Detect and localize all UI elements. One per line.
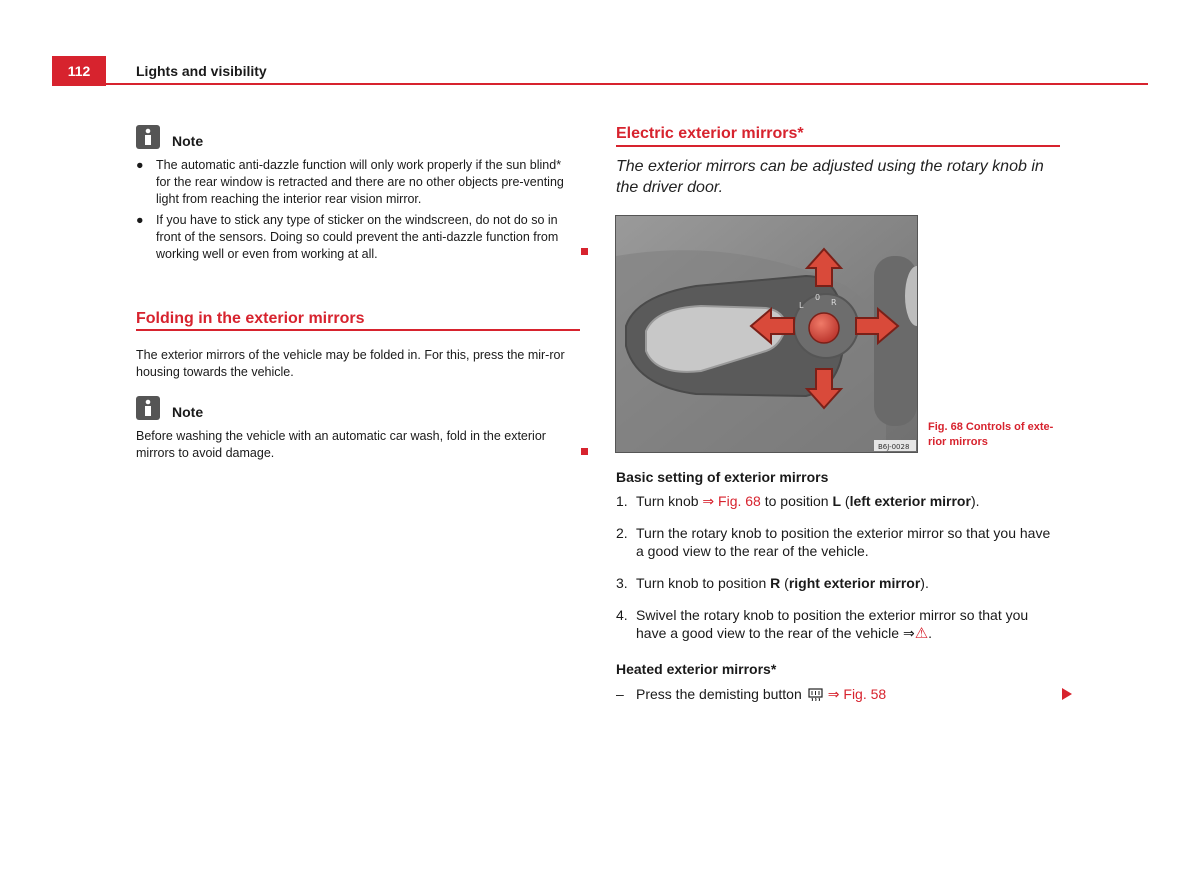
header-rule — [52, 83, 1148, 85]
heated-instruction: – Press the demisting button ⇒ Fig. 58 — [616, 686, 887, 702]
step-item: 1. Turn knob ⇒ Fig. 68 to position L (left exterior mirror). — [616, 493, 980, 509]
warning-triangle-icon[interactable]: ⚠ — [914, 625, 929, 642]
step-item: 3. Turn knob to position R (right exterior mirror). — [616, 575, 929, 591]
info-icon — [136, 125, 160, 149]
door-controls-illustration — [616, 216, 917, 452]
note-title: Note — [172, 133, 204, 149]
note-title: Note — [172, 404, 204, 420]
demist-icon — [808, 688, 823, 701]
lead-text: The exterior mirrors can be adjusted using the rotary knob in the driver door. — [616, 158, 1044, 196]
info-icon — [136, 396, 160, 420]
heading-rule — [136, 329, 580, 331]
figure-reference-link[interactable]: ⇒ Fig. 58 — [827, 686, 887, 702]
figure-68 — [615, 215, 918, 453]
page-number: 112 — [52, 56, 106, 86]
figure-reference-link[interactable]: ⇒ Fig. 68 — [702, 493, 761, 509]
note-body: Before washing the vehicle with an automatic car wash, fold in the exterior mirrors to avoid damage. — [136, 429, 546, 460]
end-mark — [581, 248, 588, 255]
note-bullet: ● The automatic anti-dazzle function will only work properly if the sun blind* for the rear window is retracted and there are no other objects pre-venting light from reaching the interior rear vision mirror. — [136, 158, 564, 206]
step-item: 4. Swivel the rotary knob to position the exterior mirror so that you have a good view to the rear of the vehicle ⇒⚠. — [616, 607, 1029, 642]
knob-label-l: L — [799, 301, 804, 310]
continue-arrow-icon — [1062, 687, 1072, 705]
rotary-knob — [809, 313, 839, 343]
basic-heading: Basic setting of exterior mirrors — [616, 469, 829, 485]
step-item: 2. Turn the rotary knob to position the exterior mirror so that you have a good view to the rear of the vehicle. — [616, 525, 1051, 559]
knob-label-0: 0 — [815, 293, 821, 302]
note-header — [136, 396, 203, 420]
heading-rule — [616, 145, 1060, 147]
heated-heading: Heated exterior mirrors* — [616, 661, 777, 677]
steps-list — [616, 492, 1061, 657]
figure-caption: Fig. 68 Controls of exte-rior mirrors — [928, 421, 1054, 448]
folding-body: The exterior mirrors of the vehicle may be folded in. For this, press the mir-ror housing towards the vehicle. — [136, 348, 565, 379]
end-mark — [581, 448, 588, 455]
figure-code: B6J-0028 — [878, 443, 910, 451]
section-title: Lights and visibility — [136, 63, 267, 79]
note-bullet: ● If you have to stick any type of sticker on the windscreen, do not do so in front of the sensors. Doing so could prevent the anti-dazzle function from working well or even from working at all. — [136, 213, 559, 261]
folding-heading: Folding in the exterior mirrors — [136, 310, 365, 327]
note-body — [136, 157, 576, 263]
note-header — [136, 125, 203, 149]
knob-label-r: R — [831, 298, 837, 307]
electric-heading: Electric exterior mirrors* — [616, 125, 804, 142]
